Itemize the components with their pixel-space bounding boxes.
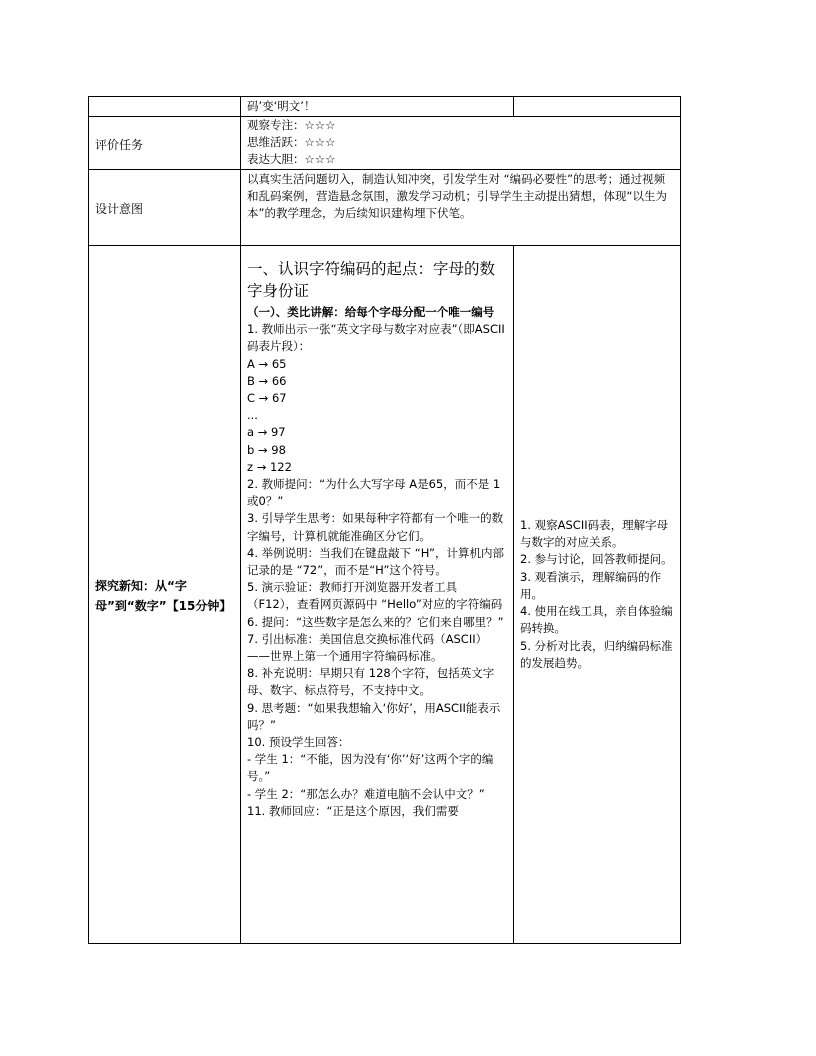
teacher-line: - 学生 2：“那怎么办？难道电脑不会认中文？” [247, 786, 485, 801]
teacher-line: b → 98 [247, 442, 286, 457]
student-line: 4. 使用在线工具，亲自体验编码转换。 [520, 604, 673, 636]
teacher-line: 4. 举例说明：当我们在键盘敲下 “H”，计算机内部记录的是 “72”，而不是“H”这个符号。 [247, 545, 504, 578]
evaluation-line: 思维活跃：☆☆☆ [247, 135, 336, 150]
design-intent-label: 设计意图 [95, 202, 144, 216]
teacher-line: 2. 教师提问：“为什么大写字母 A是65，而不是 1或0？” [247, 477, 501, 509]
table-row-explore [89, 246, 681, 944]
section-subheading: （一）、类比讲解：给每个字母分配一个唯一编号 [247, 305, 495, 319]
explore-label: 探究新知：从“字母”到“数字”【15分钟】 [95, 578, 232, 613]
teacher-line: B → 66 [247, 373, 287, 388]
teacher-line: 10. 预设学生回答： [247, 735, 350, 750]
student-line: 2. 参与讨论，回答教师提问。 [520, 552, 673, 567]
table-row-continuation [89, 97, 681, 117]
design-intent-content [241, 170, 681, 246]
teacher-line: z → 122 [247, 459, 292, 474]
evaluation-line: 观察专注：☆☆☆ [247, 118, 336, 132]
teacher-line: C → 67 [247, 391, 287, 406]
teacher-line: 7. 引出标准：美国信息交换标准代码（ASCII）——世界上第一个通用字符编码标准。 [247, 631, 488, 664]
explore-label-cell [89, 246, 241, 944]
evaluation-content [241, 117, 681, 170]
evaluation-label-cell [89, 117, 241, 170]
student-cell-empty [514, 97, 681, 117]
teacher-activity-cell [241, 246, 514, 944]
teacher-line: 3. 引导学生思考：如果每种字符都有一个唯一的数字编号，计算机就能准确区分它们。 [247, 511, 504, 543]
teacher-line: - 学生 1：“不能，因为没有‘你’‘好’这两个字的编号。” [247, 752, 494, 784]
student-line: 3. 观看演示，理解编码的作用。 [520, 569, 662, 601]
teacher-line: 9. 思考题：“如果我想输入‘你好’，用ASCII能表示吗？” [247, 700, 501, 732]
teacher-line: ... [247, 408, 258, 423]
teacher-line: A → 65 [247, 356, 287, 371]
section-heading: 一、认识字符编码的起点：字母的数字身份证 [247, 260, 496, 300]
teacher-line: 6. 提问：“这些数字是怎么来的？它们来自哪里？” [247, 614, 504, 629]
lesson-plan-table [88, 96, 681, 944]
teacher-line: 8. 补充说明：早期只有 128个字符，包括英文字母、数字、标点符号，不支持中文。 [247, 666, 495, 698]
student-activity-cell [514, 246, 681, 944]
table-row-design-intent [89, 170, 681, 246]
label-cell-empty [89, 97, 241, 117]
continuation-text: 码’变‘明文’！ [241, 97, 514, 117]
teacher-line: 5. 演示验证：教师打开浏览器开发者工具（F12），查看网页源码中 “Hello”对应的字符编码 [247, 580, 503, 612]
student-line: 1. 观察ASCII码表，理解字母与数字的对应关系。 [520, 518, 669, 550]
design-intent-label-cell [89, 170, 241, 246]
student-line: 5. 分析对比表，归纳编码标准的发展趋势。 [520, 638, 673, 670]
teacher-line: a → 97 [247, 425, 286, 440]
design-intent-text: 以真实生活问题切入，制造认知冲突，引发学生对 “编码必要性”的思考；通过视频和乱码案例，营造悬念氛围，激发学习动机；引导学生主动提出猜想，体现“以生为本”的教学理念，为后续知识建构埋下伏笔。 [247, 172, 667, 221]
teacher-line: 11. 教师回应：“正是这个原因，我们需要 [247, 803, 459, 818]
evaluation-line: 表达大胆：☆☆☆ [247, 152, 336, 167]
teacher-line: 1. 教师出示一张“英文字母与数字对应表”（即ASCII码表片段）： [247, 322, 505, 354]
table-row-evaluation [89, 117, 681, 170]
evaluation-label: 评价任务 [95, 137, 144, 152]
